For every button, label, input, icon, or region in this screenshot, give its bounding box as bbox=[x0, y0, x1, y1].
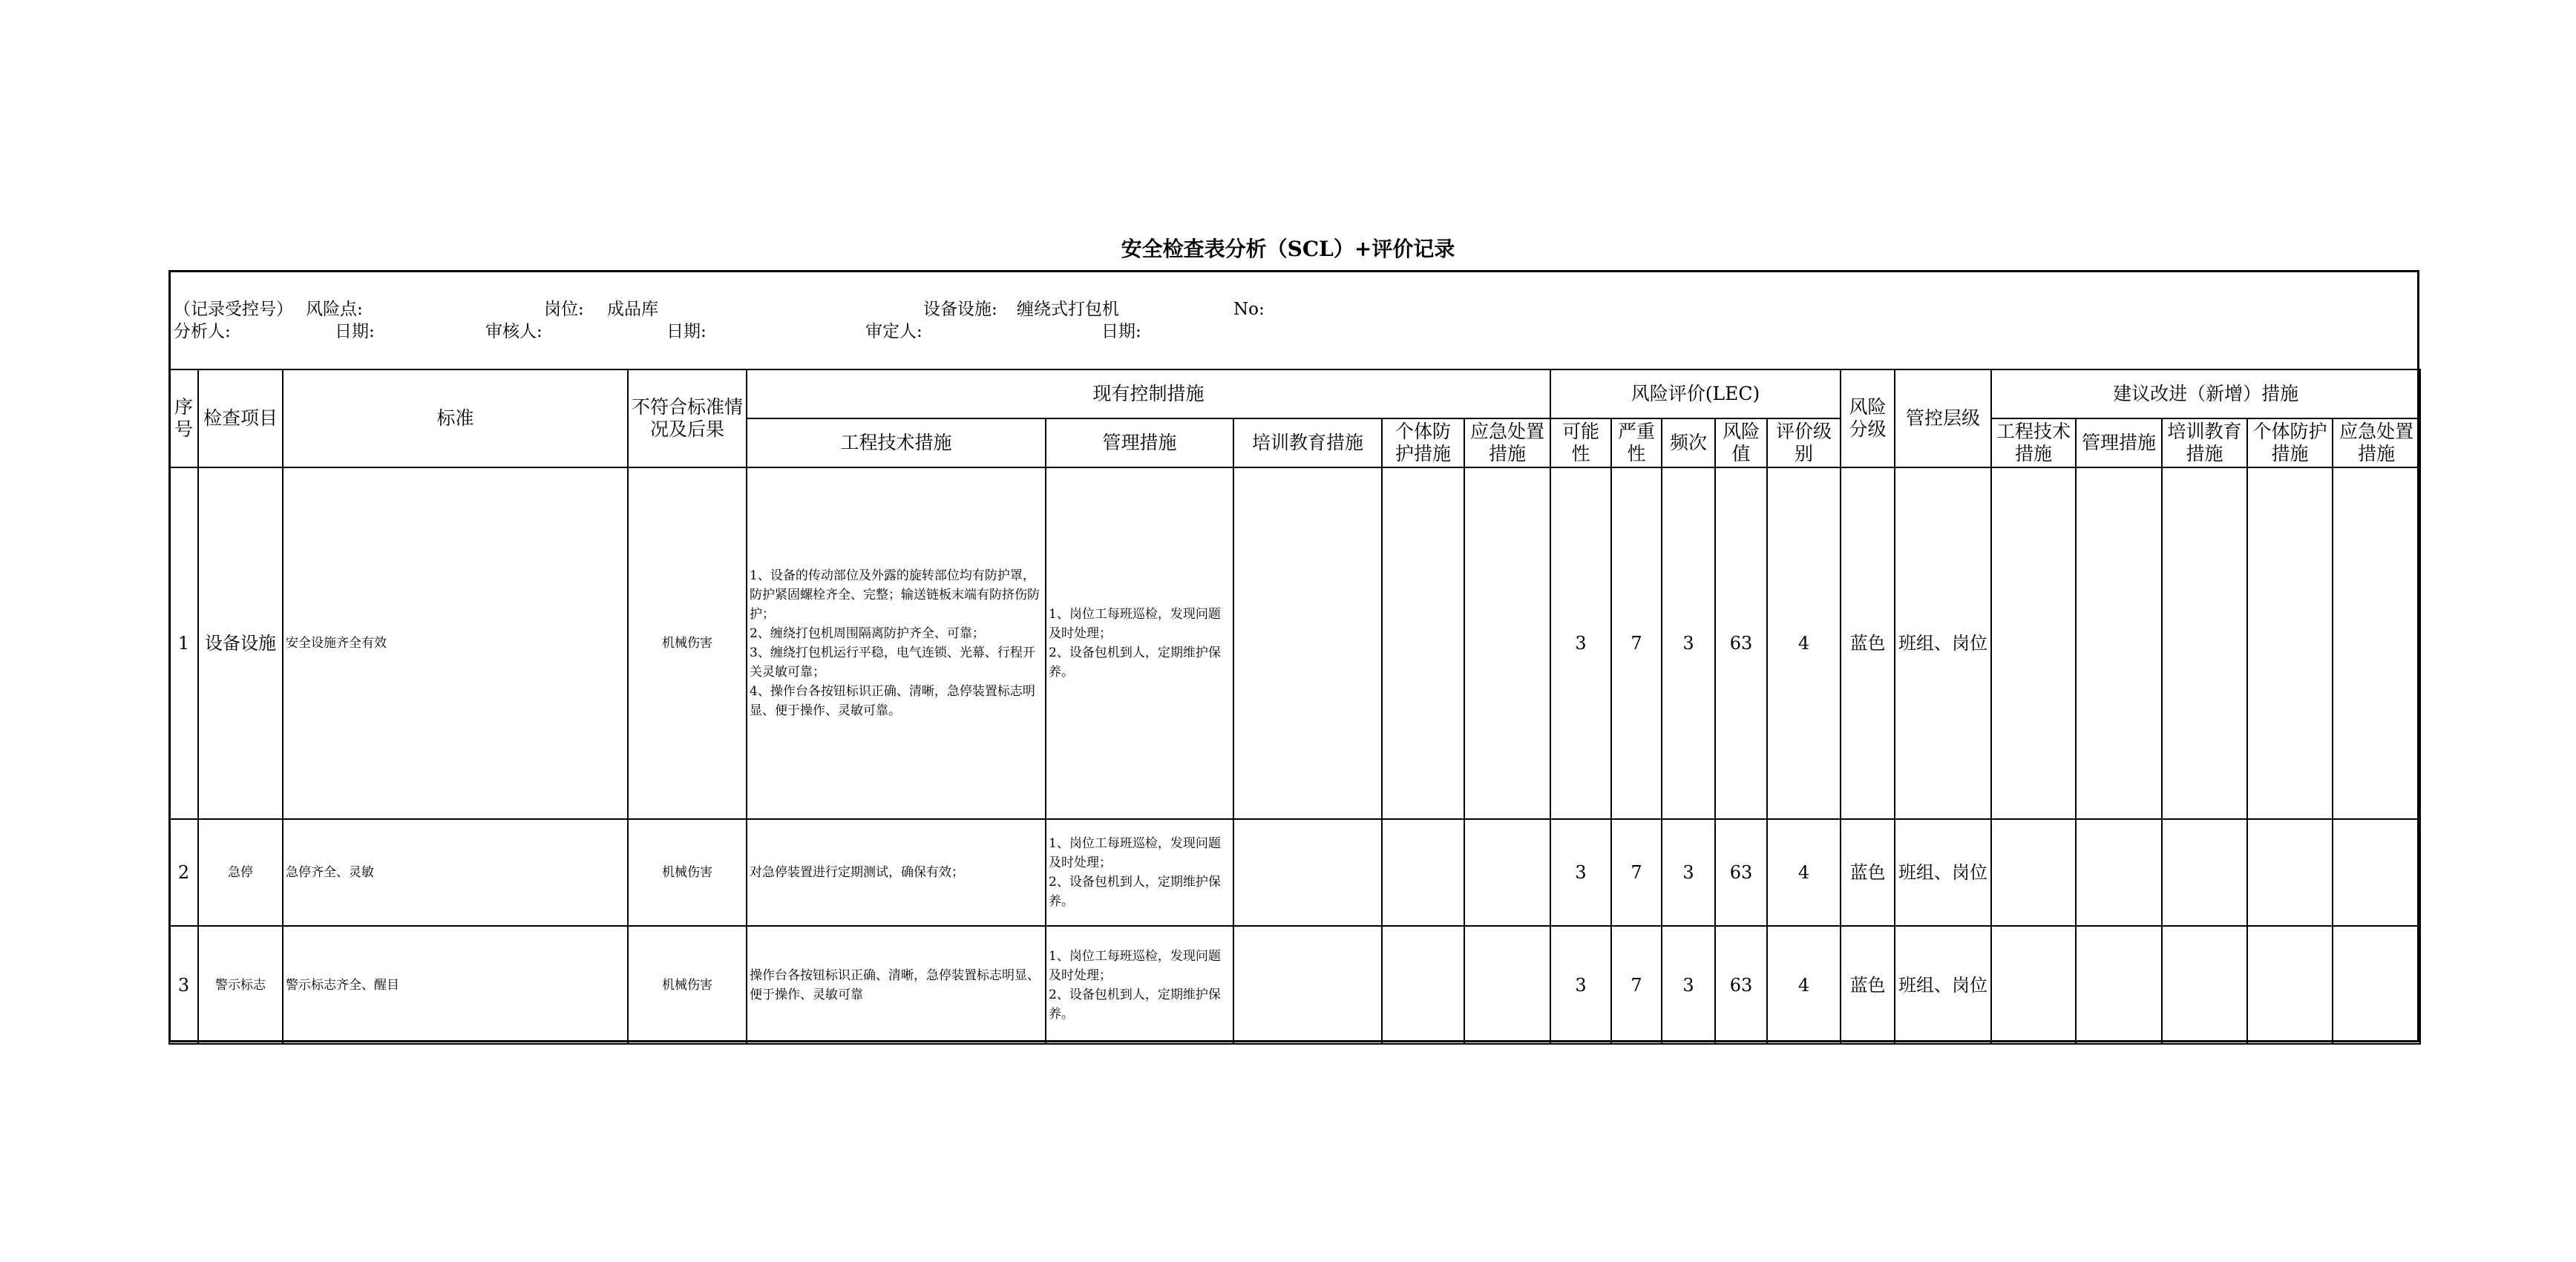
cell-suggest-training bbox=[2162, 819, 2247, 926]
cell-ppe bbox=[1382, 819, 1464, 926]
col-header-ppe: 个体防 护措施 bbox=[1382, 418, 1464, 467]
cell-suggest-mgmt bbox=[2076, 467, 2162, 819]
cell-mgmt-measures: 1、岗位工每班巡检，发现问题及时处理； 2、设备包机到人，定期维护保养。 bbox=[1046, 819, 1233, 926]
cell-mgmt-measures: 1、岗位工每班巡检，发现问题及时处理； 2、设备包机到人，定期维护保养。 bbox=[1046, 467, 1233, 819]
cell-risk-class: 蓝色 bbox=[1841, 819, 1895, 926]
cell-suggest-emergency bbox=[2333, 926, 2420, 1044]
col-header-risk-class: 风险 分级 bbox=[1841, 369, 1895, 467]
cell-suggest-eng bbox=[1991, 926, 2076, 1044]
cell-suggest-mgmt bbox=[2076, 926, 2162, 1044]
cell-seq: 1 bbox=[169, 467, 198, 819]
cell-control-level: 班组、岗位 bbox=[1895, 926, 1991, 1044]
cell-risk-class: 蓝色 bbox=[1841, 467, 1895, 819]
cell-grade: 4 bbox=[1767, 467, 1841, 819]
col-header-emergency: 应急处置 措施 bbox=[1464, 418, 1550, 467]
post-value: 成品库 bbox=[607, 300, 658, 319]
cell-seq: 2 bbox=[169, 819, 198, 926]
cell-ppe bbox=[1382, 926, 1464, 1044]
cell-severity: 7 bbox=[1611, 926, 1662, 1044]
cell-suggest-ppe bbox=[2247, 467, 2333, 819]
cell-standard: 警示标志齐全、醒目 bbox=[283, 926, 628, 1044]
col-header-nonconform: 不符合标准情 况及后果 bbox=[628, 369, 747, 467]
cell-risk-class: 蓝色 bbox=[1841, 926, 1895, 1044]
col-header-standard: 标准 bbox=[283, 369, 628, 467]
cell-suggest-eng bbox=[1991, 819, 2076, 926]
approver-label: 审定人: bbox=[865, 322, 922, 341]
risk-point-label: 风险点: bbox=[306, 300, 363, 319]
cell-eng-measures: 操作台各按钮标识正确、清晰，急停装置标志明显、便于操作、灵敏可靠 bbox=[747, 926, 1046, 1044]
cell-item: 警示标志 bbox=[198, 926, 283, 1044]
cell-consequence: 机械伤害 bbox=[628, 819, 747, 926]
col-header-eng: 工程技术措施 bbox=[747, 418, 1046, 467]
cell-emergency bbox=[1464, 467, 1550, 819]
cell-suggest-training bbox=[2162, 467, 2247, 819]
cell-frequency: 3 bbox=[1662, 467, 1715, 819]
cell-likelihood: 3 bbox=[1550, 926, 1611, 1044]
cell-suggest-ppe bbox=[2247, 819, 2333, 926]
equipment-label: 设备设施: bbox=[923, 300, 997, 319]
col-header-suggest-ppe: 个体防护 措施 bbox=[2247, 418, 2333, 467]
cell-item: 急停 bbox=[198, 819, 283, 926]
cell-suggest-emergency bbox=[2333, 819, 2420, 926]
cell-frequency: 3 bbox=[1662, 926, 1715, 1044]
cell-consequence: 机械伤害 bbox=[628, 467, 747, 819]
cell-frequency: 3 bbox=[1662, 819, 1715, 926]
cell-grade: 4 bbox=[1767, 926, 1841, 1044]
cell-eng-measures: 1、设备的传动部位及外露的旋转部位均有防护罩，防护紧固螺栓齐全、完整；输送链板末端有防挤伤防护； 2、缠绕打包机周围隔离防护齐全、可靠； 3、缠绕打包机运行平稳，电气连锁、光幕、行程开关灵敏可靠； 4、操作台各按钮标识正确、清晰，急停装置标志明显、便于操作、灵敏可靠。 bbox=[747, 467, 1046, 819]
col-header-suggest-mgmt: 管理措施 bbox=[2076, 418, 2162, 467]
record-number-label: （记录受控号） bbox=[174, 300, 293, 319]
post-label: 岗位: bbox=[544, 300, 584, 319]
cell-likelihood: 3 bbox=[1550, 467, 1611, 819]
table-row bbox=[169, 819, 2420, 926]
col-header-frequency: 频次 bbox=[1662, 418, 1715, 467]
cell-suggest-eng bbox=[1991, 467, 2076, 819]
cell-training bbox=[1233, 819, 1382, 926]
cell-standard: 安全设施齐全有效 bbox=[283, 467, 628, 819]
col-header-suggest-training: 培训教育 措施 bbox=[2162, 418, 2247, 467]
reviewer-label: 审核人: bbox=[485, 322, 543, 341]
col-header-control-level: 管控层级 bbox=[1895, 369, 1991, 467]
table-row bbox=[169, 467, 2420, 819]
cell-severity: 7 bbox=[1611, 819, 1662, 926]
header-row-1 bbox=[169, 369, 2420, 418]
col-header-suggest-emergency: 应急处置 措施 bbox=[2333, 418, 2420, 467]
table-row bbox=[169, 926, 2420, 1044]
cell-mgmt-measures: 1、岗位工每班巡检，发现问题及时处理； 2、设备包机到人，定期维护保养。 bbox=[1046, 926, 1233, 1044]
cell-standard: 急停齐全、灵敏 bbox=[283, 819, 628, 926]
cell-suggest-ppe bbox=[2247, 926, 2333, 1044]
scl-table bbox=[168, 369, 2421, 1045]
cell-eng-measures: 对急停装置进行定期测试，确保有效； bbox=[747, 819, 1046, 926]
cell-emergency bbox=[1464, 819, 1550, 926]
cell-suggest-emergency bbox=[2333, 467, 2420, 819]
page-title: 安全检查表分析（SCL）+评价记录 bbox=[1121, 237, 1455, 261]
cell-item: 设备设施 bbox=[198, 467, 283, 819]
cell-risk-value: 63 bbox=[1715, 467, 1767, 819]
cell-ppe bbox=[1382, 467, 1464, 819]
cell-control-level: 班组、岗位 bbox=[1895, 819, 1991, 926]
col-header-item: 检查项目 bbox=[198, 369, 283, 467]
cell-seq: 3 bbox=[169, 926, 198, 1044]
cell-control-level: 班组、岗位 bbox=[1895, 467, 1991, 819]
cell-training bbox=[1233, 926, 1382, 1044]
reviewer-date-label: 日期: bbox=[666, 322, 707, 341]
cell-risk-value: 63 bbox=[1715, 926, 1767, 1044]
number-label: No: bbox=[1233, 300, 1265, 319]
cell-suggest-training bbox=[2162, 926, 2247, 1044]
cell-risk-value: 63 bbox=[1715, 819, 1767, 926]
group-header-suggestions: 建议改进（新增）措施 bbox=[1991, 369, 2420, 418]
equipment-value: 缠绕式打包机 bbox=[1017, 300, 1119, 319]
cell-suggest-mgmt bbox=[2076, 819, 2162, 926]
analyst-label: 分析人: bbox=[174, 322, 231, 341]
col-header-risk-value: 风险 值 bbox=[1715, 418, 1767, 467]
col-header-severity: 严重 性 bbox=[1611, 418, 1662, 467]
col-header-suggest-eng: 工程技术 措施 bbox=[1991, 418, 2076, 467]
col-header-mgmt: 管理措施 bbox=[1046, 418, 1233, 467]
cell-grade: 4 bbox=[1767, 819, 1841, 926]
col-header-likelihood: 可能 性 bbox=[1550, 418, 1611, 467]
analyst-date-label: 日期: bbox=[335, 322, 375, 341]
cell-consequence: 机械伤害 bbox=[628, 926, 747, 1044]
approver-date-label: 日期: bbox=[1101, 322, 1141, 341]
group-header-lec: 风险评价(LEC) bbox=[1550, 369, 1841, 418]
cell-emergency bbox=[1464, 926, 1550, 1044]
col-header-seq: 序号 bbox=[169, 369, 198, 467]
cell-training bbox=[1233, 467, 1382, 819]
col-header-training: 培训教育措施 bbox=[1233, 418, 1382, 467]
cell-likelihood: 3 bbox=[1550, 819, 1611, 926]
group-header-existing-controls: 现有控制措施 bbox=[747, 369, 1550, 418]
col-header-grade: 评价级 别 bbox=[1767, 418, 1841, 467]
cell-severity: 7 bbox=[1611, 467, 1662, 819]
